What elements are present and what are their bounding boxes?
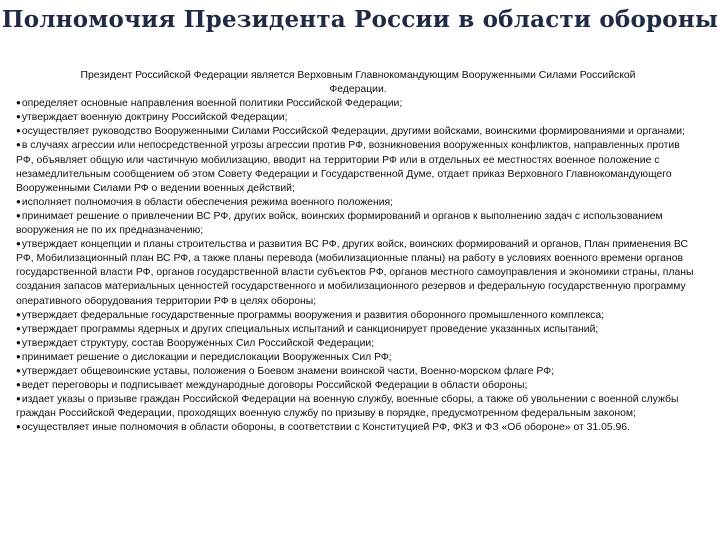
bullet-icon: ● <box>16 351 21 361</box>
list-item-text: утверждает структуру, состав Вооруженных Сил Российской Федерации; <box>21 337 375 349</box>
list-item <box>16 111 700 125</box>
list-item <box>16 421 700 435</box>
list-item-text: утверждает концепции и планы строительства и развития ВС РФ, других войск, воинских формирований и органов, План применения ВС РФ, Мобилизационный план ВС РФ, а также планы перевода (мобилизационные планы) на работу в условиях военного времени органов государственной власти РФ, органов государственной власти субъектов РФ, органов местного самоуправления и экономики страны, планы создания запасов материальных ценностей государственного и мобилизационного резервов и федеральную государственную программу оперативного оборудования территории РФ в целях обороны; <box>16 239 694 307</box>
list-item-text: исполняет полномочия в области обеспечения режима военного положения; <box>21 196 394 208</box>
list-item-text: утверждает военную доктрину Российской Федерации; <box>21 112 288 124</box>
bullet-icon: ● <box>16 140 21 150</box>
intro-paragraph: Президент Российской Федерации является Верховным Главнокомандующим Вооруженными Силами Российской Федерации. <box>80 70 636 96</box>
bullet-icon: ● <box>16 422 21 432</box>
list-item <box>16 139 700 195</box>
list-item <box>16 323 700 337</box>
slide-body <box>16 69 700 435</box>
bullet-icon: ● <box>16 196 21 206</box>
list-item-text: ведет переговоры и подписывает международные договоры Российской Федерации в области обороны; <box>21 380 528 392</box>
bullet-icon: ● <box>16 126 21 136</box>
list-item <box>16 393 700 421</box>
list-item-text: осуществляет иные полномочия в области обороны, в соответствии с Конституцией РФ, ФКЗ и ФЗ «Об обороне» от 31.05.96. <box>21 422 630 434</box>
list-item-text: принимает решение о привлечении ВС РФ, других войск, воинских формирований и органов к выполнению задач с использованием вооружения не по их предназначению; <box>16 210 663 237</box>
list-item-text: утверждает федеральные государственные программы вооружения и развития оборонного промышленного комплекса; <box>21 309 605 321</box>
bullet-icon: ● <box>16 98 21 108</box>
list-item <box>16 210 700 238</box>
bullet-icon: ● <box>16 394 21 404</box>
list-item-text: осуществляет руководство Вооруженными Силами Российской Федерации, другими войсками, воинскими формированиями и органами; <box>21 126 685 138</box>
bullet-icon: ● <box>16 365 21 375</box>
slide-title: Полномочия Президента России в области обороны <box>1 6 719 33</box>
bullet-icon: ● <box>16 309 21 319</box>
list-item <box>16 337 700 351</box>
list-item <box>16 379 700 393</box>
bullet-icon: ● <box>16 210 21 220</box>
list-item-text: издает указы о призыве граждан Российской Федерации на военную службу, военные сборы, а также об увольнении с военной службы граждан Российской Федерации, проходящих военную службу по призыву в порядке, предусмотренном федеральным законом; <box>16 394 679 420</box>
list-item-text: утверждает программы ядерных и других специальных испытаний и санкционирует проведение указанных испытаний; <box>21 323 599 335</box>
bullet-icon: ● <box>16 380 21 390</box>
list-item-text: утверждает общевоинские уставы, положения о Боевом знамени воинской части, Военно-морском флаге РФ; <box>21 365 554 377</box>
list-item-text: определяет основные направления военной политики Российской Федерации; <box>21 98 403 110</box>
bullet-icon: ● <box>16 112 21 122</box>
list-item <box>16 238 700 308</box>
bullet-icon: ● <box>16 337 21 347</box>
list-item <box>16 351 700 365</box>
list-item <box>16 196 700 210</box>
list-item <box>16 309 700 323</box>
list-item-text: в случаях агрессии или непосредственной угрозы агрессии против РФ, возникновения вооруженных конфликтов, направленных против РФ, объявляет общую или частичную мобилизацию, вводит на территории РФ или в отдельных ее местностях военное положение с незамедлительным сообщением об этом Совету Федерации и Государственной Думе, отдает приказ Верховного Главнокомандующего Вооруженными Силами РФ о ведении военных действий; <box>16 140 680 194</box>
list-item <box>16 125 700 139</box>
bullet-icon: ● <box>16 239 21 249</box>
list-item <box>16 365 700 379</box>
bullet-icon: ● <box>16 323 21 333</box>
list-item <box>16 97 700 111</box>
list-item-text: принимает решение о дислокации и передислокации Вооруженных Сил РФ; <box>21 351 392 363</box>
